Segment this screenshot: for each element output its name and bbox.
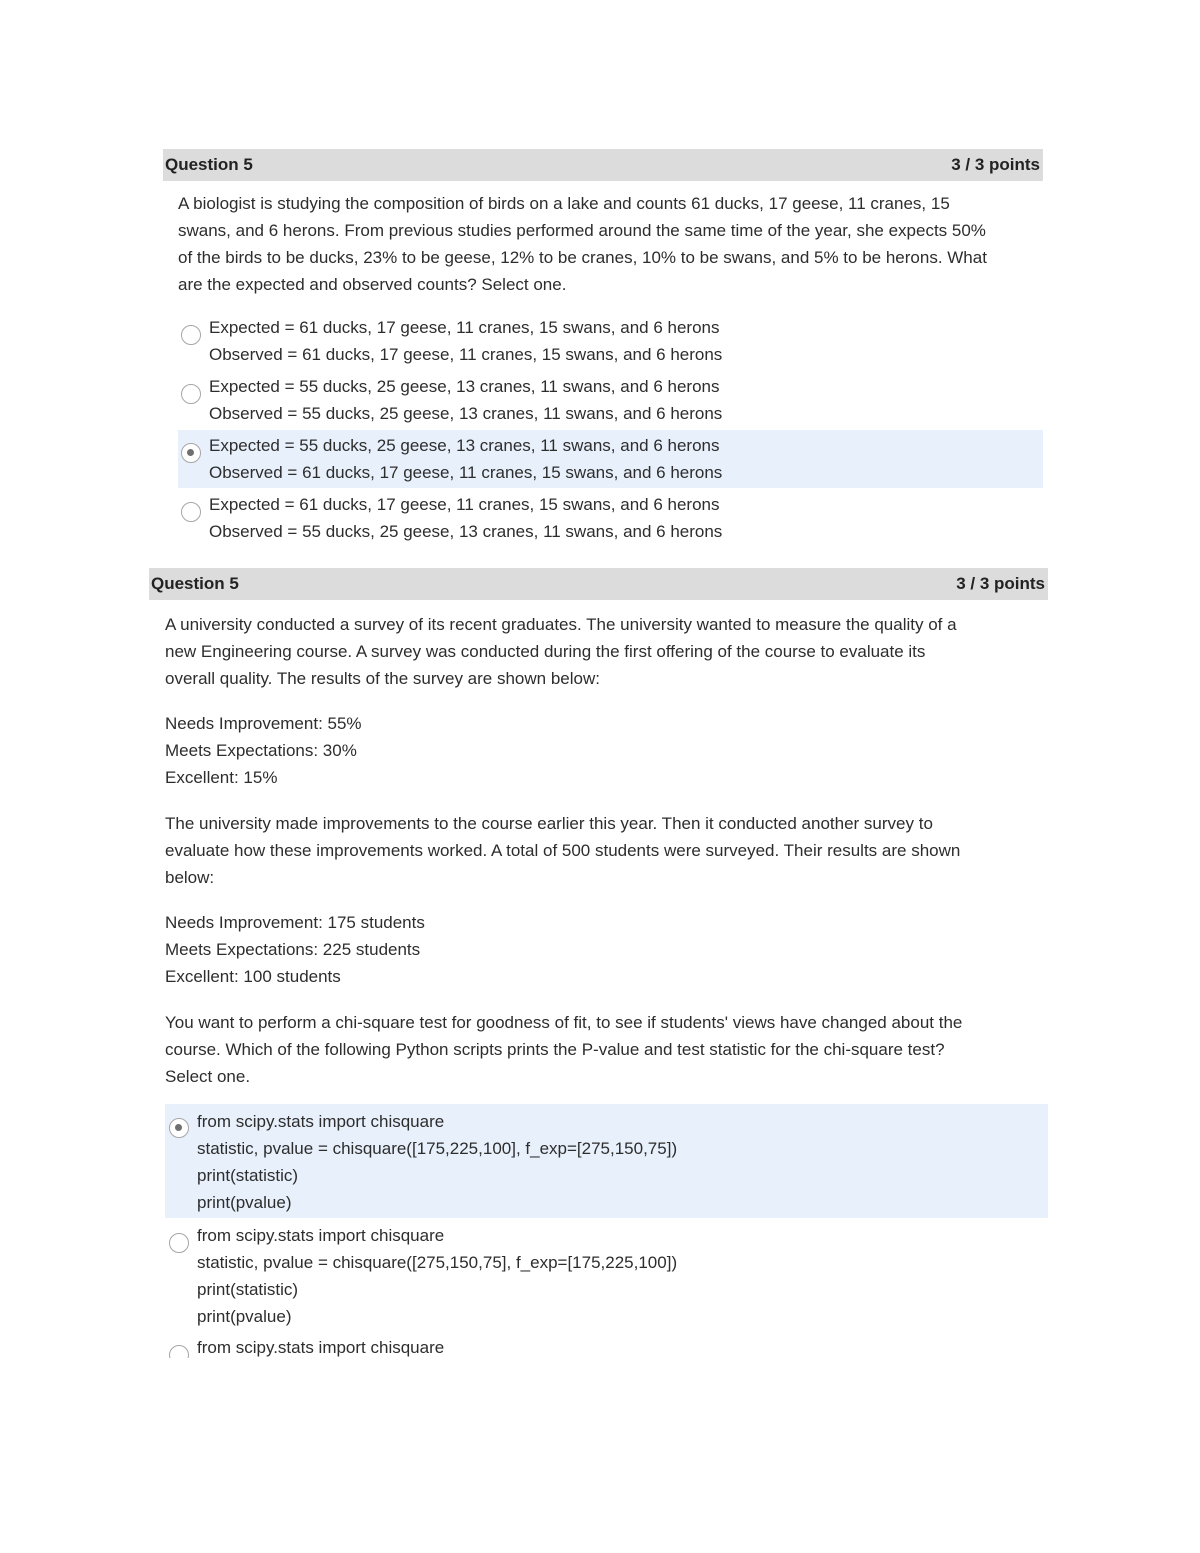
answer-option-selected[interactable] (165, 1104, 1048, 1218)
middle-line: below: (165, 868, 215, 887)
result-line: Meets Expectations: 30% (165, 741, 357, 760)
question-text (165, 1009, 962, 1090)
result-line: Excellent: 15% (165, 768, 278, 787)
code-line: print(pvalue) (197, 1193, 292, 1212)
radio-button[interactable] (169, 1345, 189, 1358)
middle-line: The university made improvements to the course earlier this year. Then it conducted another survey to (165, 814, 933, 833)
code-line: print(pvalue) (197, 1307, 292, 1326)
question-title: Question 5 (151, 574, 239, 593)
prompt-line: swans, and 6 herons. From previous studies performed around the same time of the year, she expects 50% (178, 221, 986, 240)
answer-option[interactable] (165, 1334, 1048, 1358)
answer-option[interactable] (178, 371, 1043, 429)
cut-off-option (160, 1334, 1050, 1358)
radio-button-checked[interactable] (181, 443, 201, 463)
radio-button[interactable] (181, 384, 201, 404)
question-header (163, 149, 1043, 181)
first-survey-results (165, 710, 362, 791)
result-line: Needs Improvement: 175 students (165, 913, 425, 932)
prompt-line: of the birds to be ducks, 23% to be geese, 12% to be cranes, 10% to be swans, and 5% to be herons. What (178, 248, 987, 267)
intro-line: A university conducted a survey of its recent graduates. The university wanted to measure the quality of a (165, 615, 957, 634)
code-line: print(statistic) (197, 1280, 299, 1299)
option-line: Observed = 61 ducks, 17 geese, 11 cranes, 15 swans, and 6 herons (209, 345, 723, 364)
question-points: 3 / 3 points (956, 574, 1045, 593)
option-line: Expected = 61 ducks, 17 geese, 11 cranes, 15 swans, and 6 herons (209, 495, 720, 514)
code-line: from scipy.stats import chisquare (197, 1226, 445, 1245)
result-line: Needs Improvement: 55% (165, 714, 362, 733)
code-line: from scipy.stats import chisquare (197, 1338, 445, 1357)
answer-option[interactable] (178, 489, 1043, 547)
middle-line: evaluate how these improvements worked. A total of 500 students were surveyed. Their results are shown (165, 841, 961, 860)
question-points: 3 / 3 points (951, 155, 1040, 174)
radio-button[interactable] (169, 1233, 189, 1253)
radio-button[interactable] (181, 502, 201, 522)
code-line: statistic, pvalue = chisquare([275,150,75], f_exp=[175,225,100]) (197, 1253, 678, 1272)
radio-button-checked[interactable] (169, 1118, 189, 1138)
question-header (149, 568, 1048, 600)
question-intro (165, 611, 957, 692)
question-title: Question 5 (165, 155, 253, 174)
question-prompt (178, 190, 987, 298)
question-line: course. Which of the following Python scripts prints the P-value and test statistic for the chi-square test? (165, 1040, 945, 1059)
answer-option[interactable] (178, 312, 1043, 370)
answer-option[interactable] (165, 1219, 1048, 1333)
question-line: You want to perform a chi-square test for goodness of fit, to see if students' views have changed about the (165, 1013, 963, 1032)
result-line: Meets Expectations: 225 students (165, 940, 421, 959)
result-line: Excellent: 100 students (165, 967, 341, 986)
option-line: Expected = 55 ducks, 25 geese, 13 cranes, 11 swans, and 6 herons (209, 377, 720, 396)
intro-line: new Engineering course. A survey was conducted during the first offering of the course to evaluate its (165, 642, 926, 661)
question-middle (165, 810, 960, 891)
prompt-line: are the expected and observed counts? Select one. (178, 275, 567, 294)
option-line: Expected = 55 ducks, 25 geese, 13 cranes, 11 swans, and 6 herons (209, 436, 720, 455)
option-line: Observed = 55 ducks, 25 geese, 13 cranes, 11 swans, and 6 herons (209, 404, 723, 423)
option-line: Observed = 61 ducks, 17 geese, 11 cranes, 15 swans, and 6 herons (209, 463, 723, 482)
question-line: Select one. (165, 1067, 251, 1086)
intro-line: overall quality. The results of the survey are shown below: (165, 669, 600, 688)
option-line: Observed = 55 ducks, 25 geese, 13 cranes, 11 swans, and 6 herons (209, 522, 723, 541)
radio-button[interactable] (181, 325, 201, 345)
prompt-line: A biologist is studying the composition of birds on a lake and counts 61 ducks, 17 geese, 11 cranes, 15 (178, 194, 950, 213)
code-line: print(statistic) (197, 1166, 299, 1185)
second-survey-results (165, 909, 425, 990)
option-line: Expected = 61 ducks, 17 geese, 11 cranes, 15 swans, and 6 herons (209, 318, 720, 337)
answer-option-selected[interactable] (178, 430, 1043, 488)
code-line: from scipy.stats import chisquare (197, 1112, 445, 1131)
code-line: statistic, pvalue = chisquare([175,225,100], f_exp=[275,150,75]) (197, 1139, 678, 1158)
